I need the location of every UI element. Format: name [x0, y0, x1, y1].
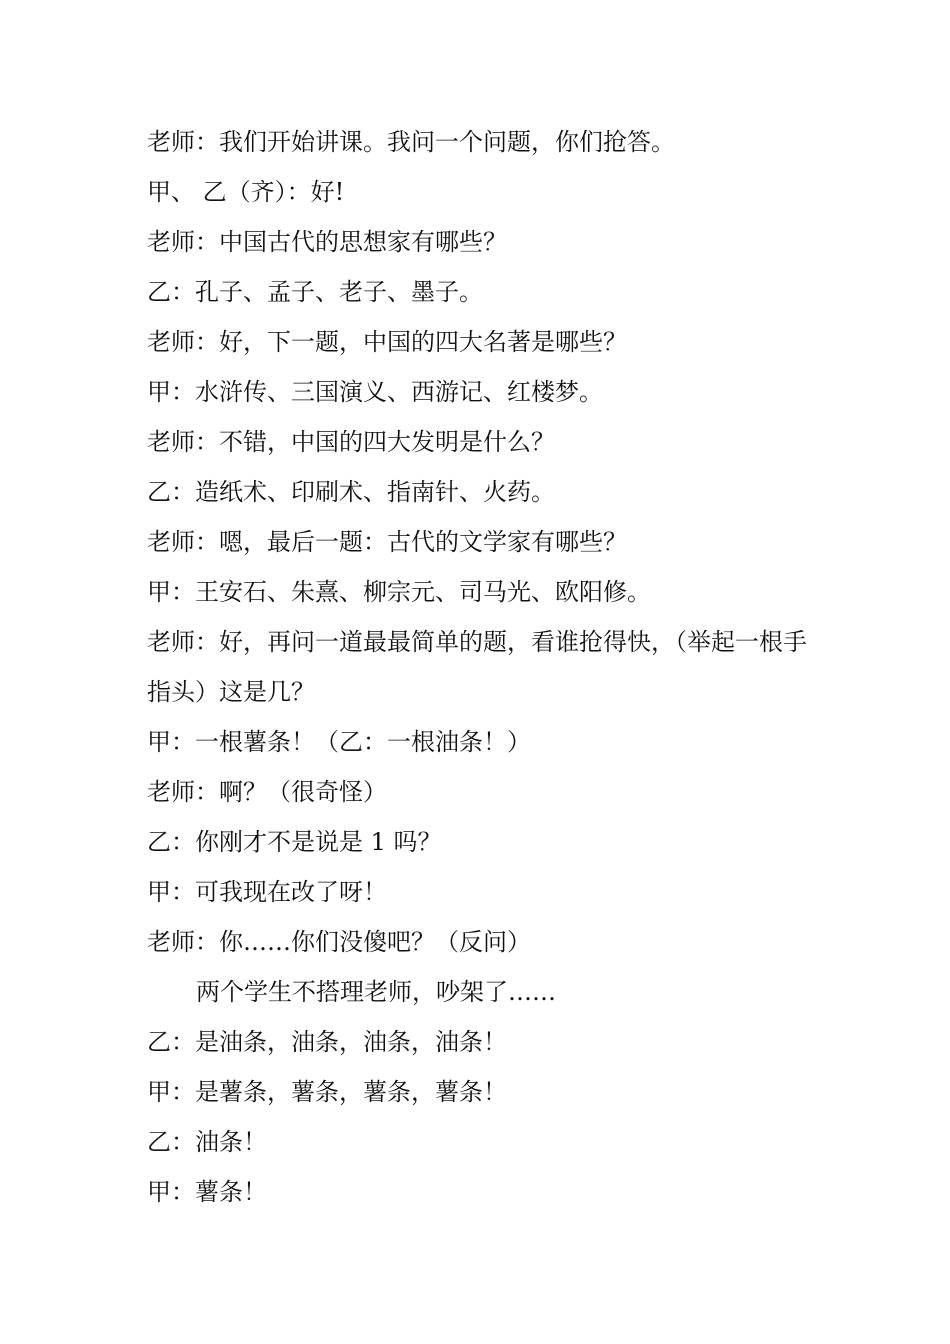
stage-direction: 两个学生不搭理老师，吵架了…… — [196, 978, 556, 1006]
dialogue-line: 甲：一根薯条！（乙：一根油条！） — [147, 728, 531, 756]
dialogue-line: 老师：好，下一题，中国的四大名著是哪些？ — [147, 328, 627, 356]
dialogue-line: 乙：你刚才不是说是 1 吗？ — [147, 828, 442, 856]
dialogue-line: 老师：啊？（很奇怪） — [147, 778, 387, 806]
dialogue-line-continuation: 指头）这是几？ — [147, 678, 315, 706]
dialogue-line: 乙：是油条，油条，油条，油条！ — [147, 1028, 507, 1056]
dialogue-line: 老师：我们开始讲课。我问一个问题，你们抢答。 — [147, 128, 675, 156]
dialogue-line: 甲：薯条！ — [147, 1178, 267, 1206]
dialogue-line: 老师：好，再问一道最最简单的题，看谁抢得快，（举起一根手 — [147, 628, 807, 656]
dialogue-line: 甲：是薯条，薯条，薯条，薯条！ — [147, 1078, 507, 1106]
dialogue-line: 甲：王安石、朱熹、柳宗元、司马光、欧阳修。 — [147, 578, 651, 606]
dialogue-line: 甲：水浒传、三国演义、西游记、红楼梦。 — [147, 378, 603, 406]
dialogue-line: 甲、 乙（齐）：好! — [147, 178, 345, 206]
dialogue-script — [147, 117, 817, 1217]
dialogue-line: 甲：可我现在改了呀！ — [147, 878, 387, 906]
dialogue-line: 老师：嗯，最后一题：古代的文学家有哪些？ — [147, 528, 627, 556]
dialogue-line: 老师：不错，中国的四大发明是什么？ — [147, 428, 555, 456]
dialogue-line: 老师：中国古代的思想家有哪些？ — [147, 228, 507, 256]
dialogue-line: 乙：孔子、孟子、老子、墨子。 — [147, 278, 483, 306]
dialogue-line: 乙：造纸术、印刷术、指南针、火药。 — [147, 478, 555, 506]
dialogue-line: 老师：你……你们没傻吧？（反问） — [147, 928, 531, 956]
dialogue-line: 乙：油条！ — [147, 1128, 267, 1156]
